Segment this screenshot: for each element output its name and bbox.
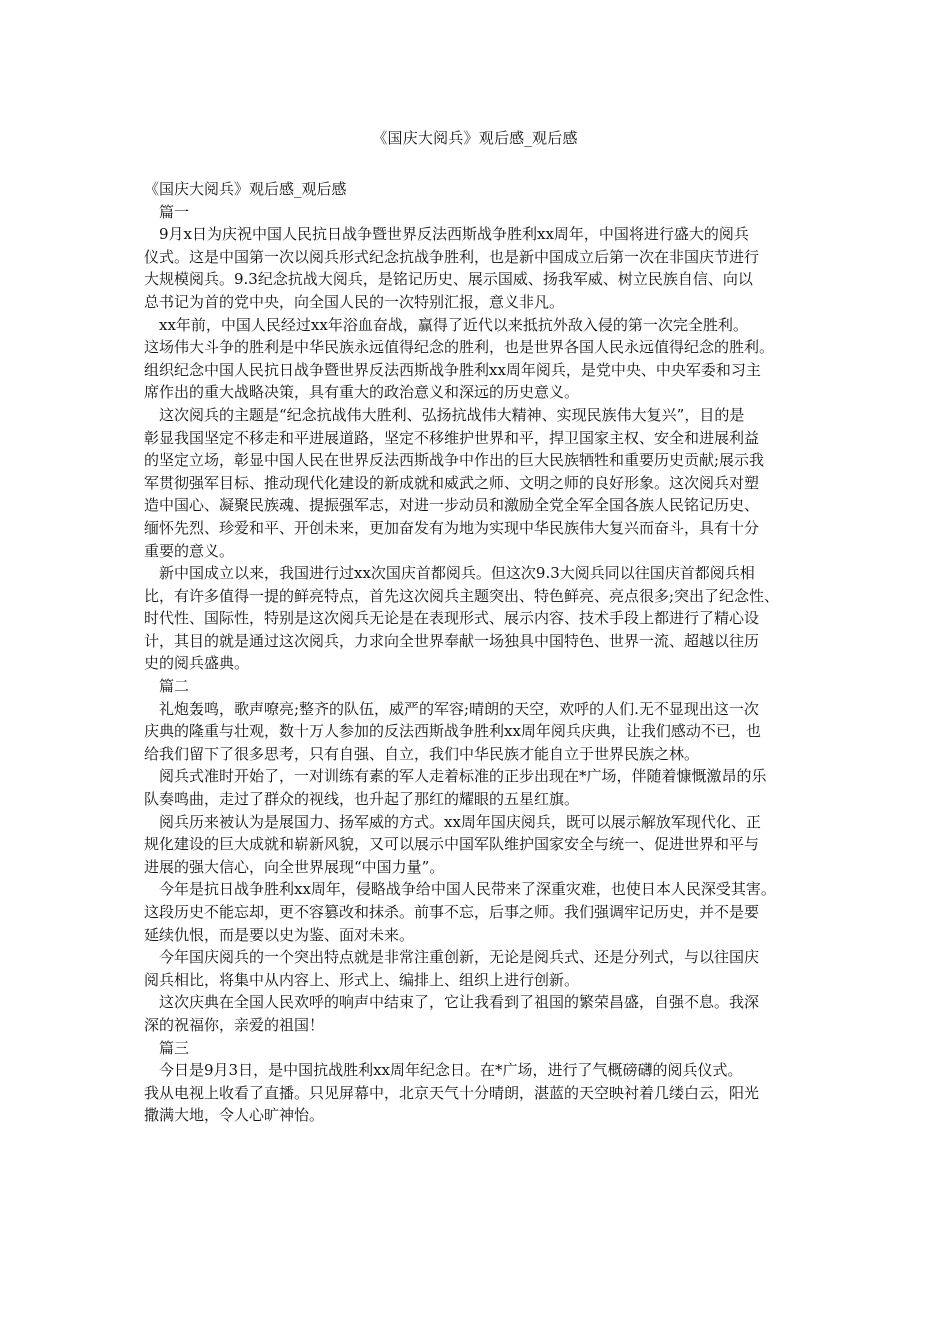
paragraph-line: 仪式。这是中国第一次以阅兵形式纪念抗战争胜利，也是新中国成立后第一次在非国庆节进行 (144, 247, 760, 266)
paragraph-line: 今年是抗日战争胜利xx周年，侵略战争给中国人民带来了深重灾难，也使日本人民深受其害。 (159, 880, 776, 899)
document-body (144, 178, 816, 1127)
paragraph-line: 军贯彻强军目标、推动现代化建设的新成就和威武之师、文明之师的良好形象。这次阅兵对塑 (144, 473, 760, 492)
paragraph (144, 314, 816, 404)
paragraph-line: 延续仇恨，而是要以史为鉴、面对未来。 (144, 925, 415, 944)
paragraph-line: 时代性、国际性，特别是这次阅兵无论是在表现形式、展示内容、技术手段上都进行了精心设 (144, 609, 760, 628)
paragraph-line: 队奏鸣曲，走过了群众的视线，也升起了那红的耀眼的五星红旗。 (144, 790, 580, 809)
paragraph (144, 946, 816, 991)
paragraph (144, 811, 816, 879)
section-heading: 篇一 (159, 202, 190, 221)
paragraph (144, 1059, 816, 1127)
paragraph-line: 9月x日为庆祝中国人民抗日战争暨世界反法西斯战争胜利xx周年，中国将进行盛大的阅兵 (159, 225, 749, 244)
paragraph (144, 698, 816, 766)
paragraph-line: 造中国心、凝聚民族魂、提振强军志，对进一步动员和激励全党全军全国各族人民铭记历史、 (144, 496, 760, 515)
document-title: 《国庆大阅兵》观后感_观后感 (372, 129, 578, 147)
paragraph-line: 彰显我国坚定不移走和平进展道路，坚定不移维护世界和平，捍卫国家主权、安全和进展利益 (144, 428, 760, 447)
paragraph-line: 新中国成立以来，我国进行过xx次国庆首都阅兵。但这次9.3大阅兵同以往国庆首都阅兵相 (159, 564, 755, 583)
paragraph (144, 991, 816, 1036)
paragraph-line: 比，有许多值得一提的鲜亮特点，首先这次阅兵主题突出、特色鲜亮、亮点很多;突出了纪念性、 (144, 586, 780, 605)
paragraph (144, 223, 816, 313)
paragraph-line: 重要的意义。 (144, 541, 235, 560)
paragraph-line: 这次庆典在全国人民欢呼的响声中结束了，它让我看到了祖国的繁荣昌盛，自强不息。我深 (159, 993, 760, 1012)
paragraph-line: 阅兵相比，将集中从内容上、形式上、编排上、组织上进行创新。 (144, 970, 580, 989)
paragraph-line: 给我们留下了很多思考，只有自强、自立，我们中华民族才能自立于世界民族之林。 (144, 744, 700, 763)
paragraph-line: 深的祝福你，亲爱的祖国！ (144, 1015, 325, 1034)
paragraph-line: 史的阅兵盛典。 (144, 654, 250, 673)
paragraph-line: 今日是9月3日，是中国抗战胜利xx周年纪念日。在*广场，进行了气概磅礴的阅兵仪式。 (159, 1061, 743, 1080)
paragraph-line: 大规模阅兵。9.3纪念抗战大阅兵，是铭记历史、展示国威、扬我军威、树立民族自信、向以 (144, 270, 753, 289)
paragraph-line: 席作出的重大战略决策，具有重大的政治意义和深远的历史意义。 (144, 383, 580, 402)
paragraph-line: 这段历史不能忘却，更不容篡改和抹杀。前事不忘，后事之师。我们强调牢记历史，并不是要 (144, 903, 760, 921)
paragraph-line: 进展的强大信心，向全世界展现“中国力量”。 (144, 857, 445, 876)
paragraph-line: 的坚定立场，彰显中国人民在世界反法西斯战争中作出的巨大民族牺牲和重要历史贡献;展示我 (144, 451, 765, 470)
paragraph-line: 今年国庆阅兵的一个突出特点就是非常注重创新，无论是阅兵式、还是分列式，与以往国庆 (159, 948, 760, 967)
paragraph-line: 计，其目的就是通过这次阅兵，力求向全世界奉献一场独具中国特色、世界一流、超越以往历 (144, 631, 760, 650)
section-heading: 篇三 (159, 1038, 190, 1057)
paragraph-line: xx年前，中国人民经过xx年浴血奋战，赢得了近代以来抵抗外敌入侵的第一次完全胜利。 (159, 315, 748, 334)
paragraph-line: 阅兵历来被认为是展国力、扬军威的方式。xx周年国庆阅兵，既可以展示解放军现代化、正 (159, 812, 761, 831)
paragraph-line: 缅怀先烈、珍爱和平、开创未来，更加奋发有为地为实现中华民族伟大复兴而奋斗，具有十分 (144, 518, 760, 537)
paragraph-line: 撒满大地，令人心旷神怡。 (144, 1106, 325, 1125)
paragraph-line: 规化建设的巨大成就和崭新风貌，又可以展示中国军队维护国家安全与统一、促进世界和平与 (144, 835, 760, 854)
paragraph-line: 这场伟大斗争的胜利是中华民族永远值得纪念的胜利，也是世界各国人民永远值得纪念的胜利。 (144, 338, 775, 357)
section-heading: 篇二 (159, 677, 190, 696)
paragraph (144, 878, 816, 946)
paragraph (144, 562, 816, 675)
paragraph-line: 阅兵式准时开始了，一对训练有素的军人走着标准的正步出现在*广场，伴随着慷慨激昂的乐 (159, 767, 767, 786)
paragraph-line: 这次阅兵的主题是“纪念抗战伟大胜利、弘扬抗战伟大精神、实现民族伟大复兴”，目的是 (159, 405, 745, 424)
paragraph-line: 我从电视上收看了直播。只见屏幕中，北京天气十分晴朗，湛蓝的天空映衬着几缕白云，阳光 (144, 1083, 760, 1102)
paragraph-line: 总书记为首的党中央，向全国人民的一次特别汇报，意义非凡。 (144, 292, 565, 311)
paragraph-line: 组织纪念中国人民抗日战争暨世界反法西斯战争胜利xx周年阅兵，是党中央、中央军委和习主 (144, 360, 761, 379)
document-subtitle: 《国庆大阅兵》观后感_观后感 (144, 180, 347, 198)
paragraph-line: 庆典的隆重与壮观，数十万人参加的反法西斯战争胜利xx周年阅兵庆典，让我们感动不已，也 (144, 722, 761, 741)
paragraph-line: 礼炮轰鸣，歌声嘹亮;整齐的队伍，威严的军容;晴朗的天空，欢呼的人们.无不显现出这一次 (159, 699, 759, 718)
paragraph (144, 765, 816, 810)
paragraph (144, 404, 816, 562)
